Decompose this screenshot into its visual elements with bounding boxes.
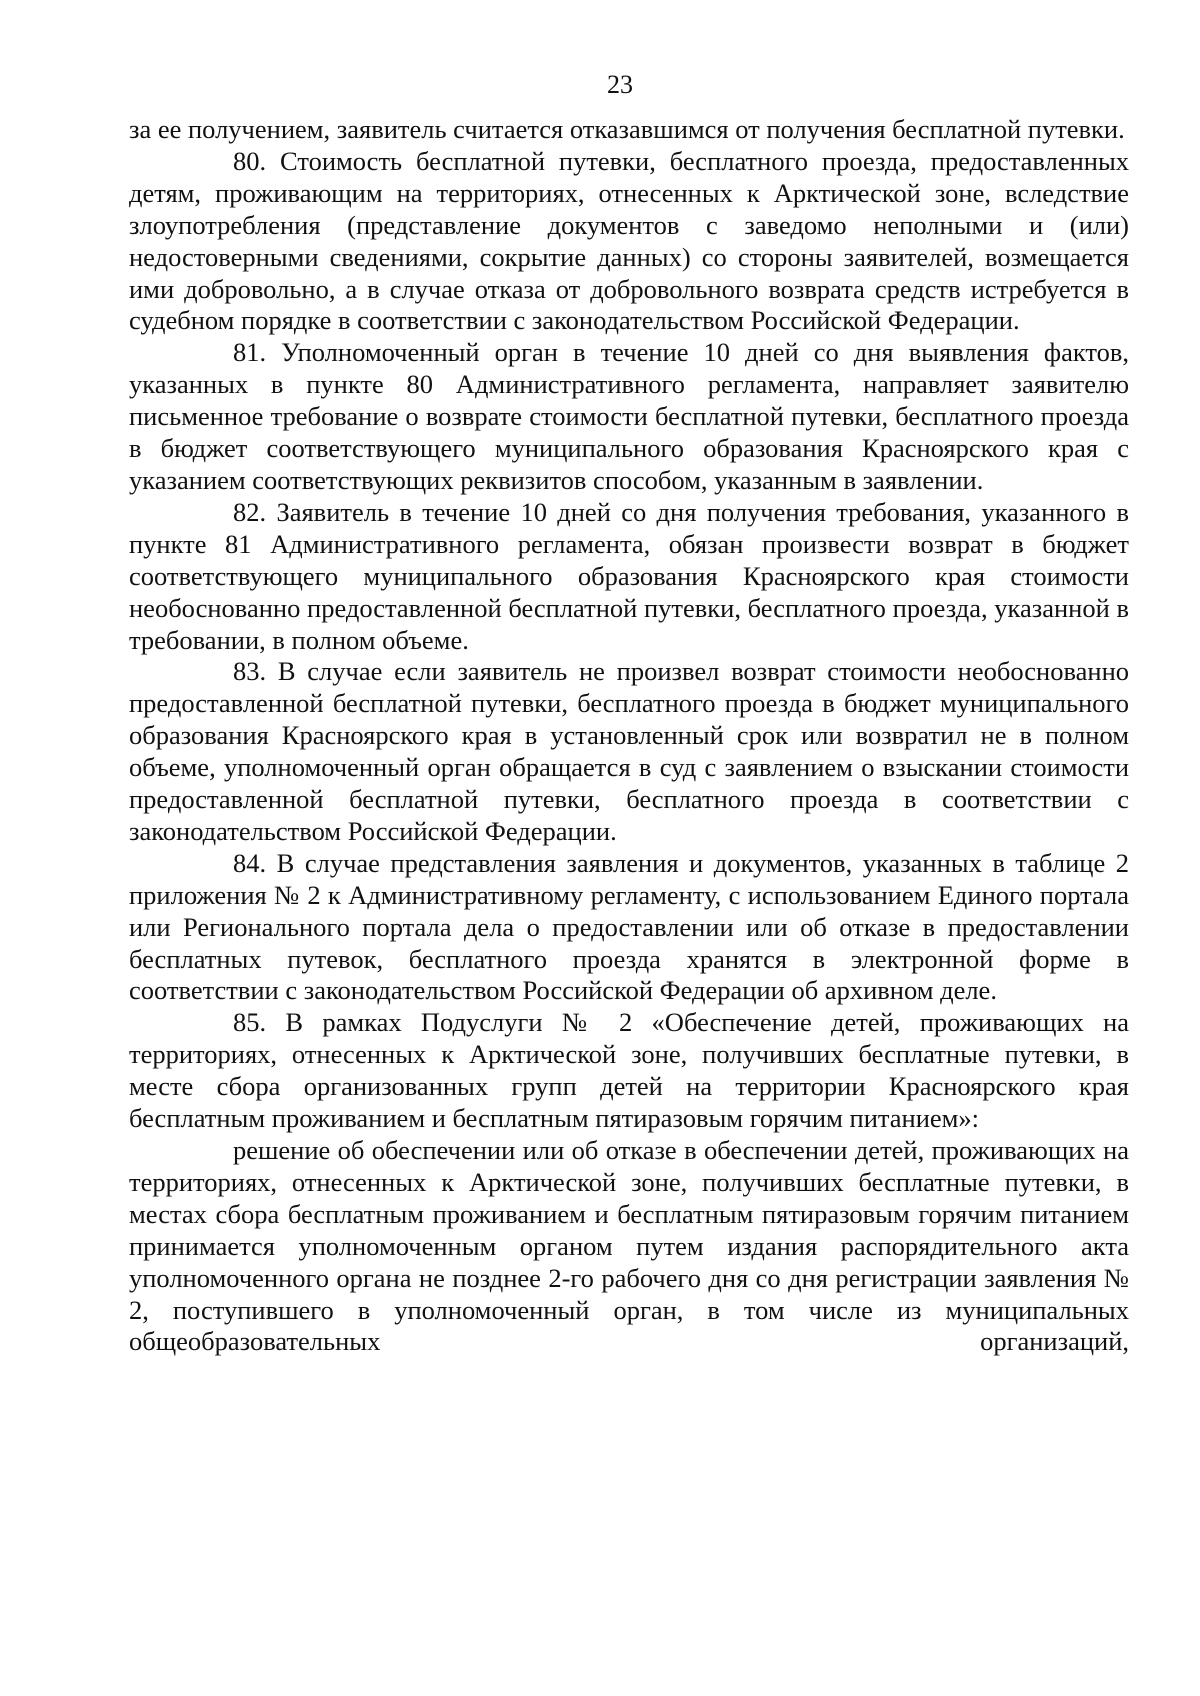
document-body xyxy=(129,114,1129,1358)
paragraph-85: 85. В рамках Подуслуги № 2 «Обеспечение детей, проживающих на территориях, отнесенных к Арктической зоне, получивших бесплатные путевки, в месте сбора организованных групп детей на территории Красноярского края бесплатным проживанием и бесплатным пятиразовым горячим питанием»: xyxy=(129,1007,1129,1134)
paragraph-83: 83. В случае если заявитель не произвел возврат стоимости необоснованно предоставленной бесплатной путевки, бесплатного проезда в бюджет муниципального образования Красноярского края в установленный срок или возвратил не в полном объеме, уполномоченный орган обращается в суд с заявлением о взыскании стоимости предоставленной бесплатной путевки, бесплатного проезда в соответствии с законодательством Российской Федерации. xyxy=(129,656,1129,846)
paragraph-82: 82. Заявитель в течение 10 дней со дня получения требования, указанного в пункте 81 Административного регламента, обязан произвести возврат в бюджет соответствующего муниципального образования Красноярского края стоимости необоснованно предоставленной бесплатной путевки, бесплатного проезда, указанной в требовании, в полном объеме. xyxy=(129,496,1129,655)
page-number: 23 xyxy=(607,70,633,99)
paragraph-81: 81. Уполномоченный орган в течение 10 дней со дня выявления фактов, указанных в пункте 80 Административного регламента, направляет заявителю письменное требование о возврате стоимости бесплатной путевки, бесплатного проезда в бюджет соответствующего муниципального образования Красноярского края с указанием соответствующих реквизитов способом, указанным в заявлении. xyxy=(129,337,1129,495)
paragraph-continuation: за ее получением, заявитель считается отказавшимся от получения бесплатной путевки. xyxy=(129,114,1125,144)
paragraph-84: 84. В случае представления заявления и документов, указанных в таблице 2 приложения № 2 к Административному регламенту, с использованием Единого портала или Регионального портала дела о предоставлении или об отказе в предоставлении бесплатных путевок, бесплатного проезда хранятся в электронной форме в соответствии с законодательством Российской Федерации об архивном деле. xyxy=(129,847,1129,1006)
paragraph-85-decision: решение об обеспечении или об отказе в обеспечении детей, проживающих на территориях, отнесенных к Арктической зоне, получивших бесплатные путевки, в местах сбора бесплатным проживанием и бесплатным пятиразовым горячим питанием принимается уполномоченным органом путем издания распорядительного акта уполномоченного органа не позднее 2-го рабочего дня со дня регистрации заявления № 2, поступившего в уполномоченный орган, в том числе из муниципальных общеобразовательных организаций, xyxy=(129,1135,1129,1357)
paragraph-80: 80. Стоимость бесплатной путевки, бесплатного проезда, предоставленных детям, проживающим на территориях, отнесенных к Арктической зоне, вследствие злоупотребления (представление документов с заведомо неполными и (или) недостоверными сведениями, сокрытие данных) со стороны заявителей, возмещается ими добровольно, а в случае отказа от добровольного возврата средств истребуется в судебном порядке в соответствии с законодательством Российской Федерации. xyxy=(129,145,1129,336)
